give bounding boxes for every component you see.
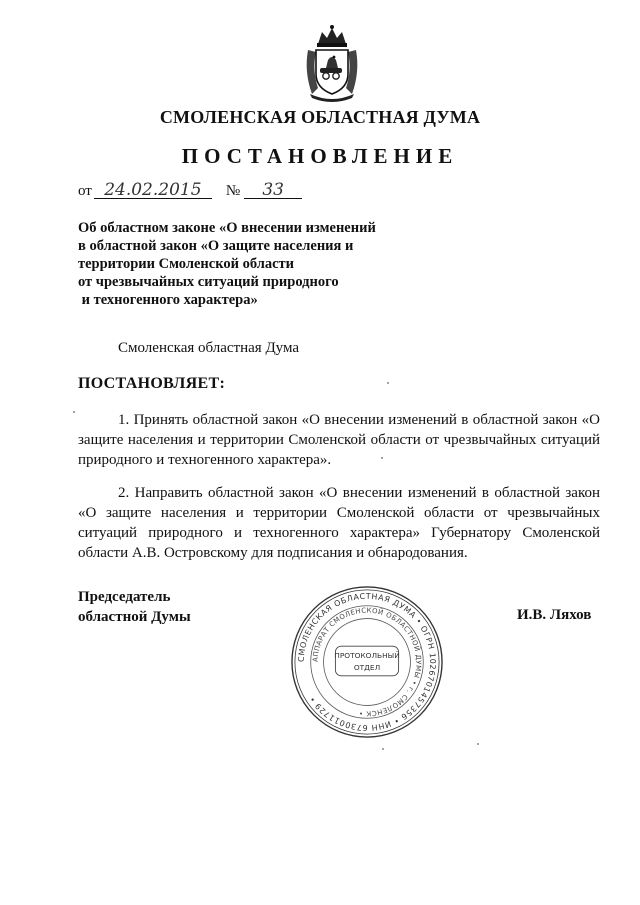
- document-date-number-line: [78, 182, 302, 200]
- scan-speck: [387, 382, 389, 384]
- scan-speck: [477, 743, 479, 745]
- resolves-heading: ПОСТАНОВЛЯЕТ:: [78, 375, 226, 392]
- official-seal: [288, 583, 446, 741]
- seal-inner-ring-text: АППАРАТ СМОЛЕНСКОЙ ОБЛАСТНОЙ ДУМЫ • г. СМОЛЕНСК •: [311, 606, 423, 718]
- subject-line: в областной закон «О защите населения и: [78, 238, 354, 254]
- handwritten-number: 33: [244, 182, 302, 199]
- subject-line: от чрезвычайных ситуаций природного: [78, 274, 339, 290]
- handwritten-date: 24.02.2015: [94, 182, 212, 199]
- signatory-name: И.В. Ляхов: [517, 607, 592, 623]
- number-label: №: [225, 183, 241, 199]
- subject-line: и техногенного характера»: [78, 292, 258, 308]
- seal-outer-ring-text: СМОЛЕНСКАЯ ОБЛАСТНАЯ ДУМА • ОГРН 1026701457356 • ИНН 6730011729 •: [296, 591, 438, 733]
- document-subject: [78, 219, 408, 309]
- subject-line: территории Смоленской области: [78, 256, 295, 272]
- organization-title: СМОЛЕНСКАЯ ОБЛАСТНАЯ ДУМА: [159, 107, 481, 127]
- position-line: областной Думы: [78, 609, 191, 625]
- signatory-position: [78, 587, 191, 627]
- resolution-paragraph-2: 2. Направить областной закон «О внесении изменений в областной закон «О защите населения и территории Смоленской области от чрезвычайных ситуаций природного и техногенного характера» Губернатору Смоленской области А.В. Островскому для подписания и обнародования.: [78, 485, 600, 561]
- date-prefix: от: [78, 183, 92, 199]
- preamble-text: Смоленская областная Дума: [118, 340, 300, 356]
- document-type-heading: ПОСТАНОВЛЕНИЕ: [181, 144, 459, 168]
- seal-center-line-2: ОТДЕЛ: [353, 662, 381, 672]
- scan-speck: [73, 411, 75, 413]
- resolution-paragraph-1: 1. Принять областной закон «О внесении изменений в областной закон «О защите населения и территории Смоленской области от чрезвычайных ситуаций природного и техногенного характера».: [78, 412, 600, 468]
- scan-speck: [381, 457, 383, 459]
- subject-line: Об областном законе «О внесении изменений: [78, 220, 376, 236]
- coat-of-arms-icon: [298, 24, 366, 102]
- seal-center-line-1: ПРОТОКОЛЬНЫЙ: [334, 651, 400, 661]
- scan-speck: [382, 748, 384, 750]
- position-line: Председатель: [78, 589, 171, 605]
